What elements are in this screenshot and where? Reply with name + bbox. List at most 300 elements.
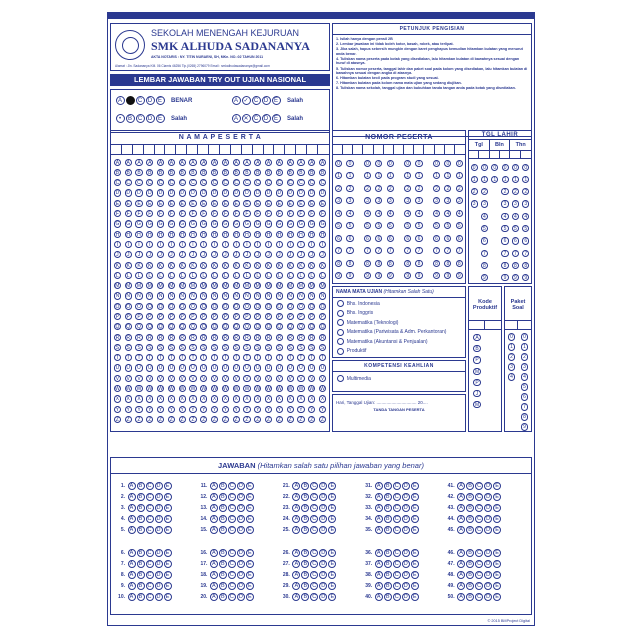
nama-bubble[interactable]: C [212, 180, 217, 187]
nomor-bubble[interactable]: 5 [404, 222, 411, 229]
nama-bubble[interactable]: A [310, 159, 314, 166]
nama-bubble[interactable]: P [310, 314, 314, 320]
nama-bubble[interactable]: E [299, 200, 303, 207]
nama-bubble[interactable]: P [126, 314, 130, 320]
nama-bubble[interactable]: B [126, 169, 130, 176]
answer-bubble[interactable]: D [155, 549, 163, 557]
answer-bubble[interactable]: D [402, 593, 410, 601]
nama-bubble[interactable]: S [266, 344, 271, 351]
nama-bubble[interactable]: F [146, 210, 153, 217]
nomor-bubble[interactable]: 1 [364, 172, 371, 179]
exam-date-field[interactable]: Hari, Tanggal Ujian: ................................ 20.... [336, 400, 428, 405]
nama-bubble[interactable]: E [158, 200, 163, 207]
nama-bubble[interactable]: U [137, 365, 141, 372]
tgl-bubble[interactable]: 4 [481, 213, 488, 220]
nomor-bubble[interactable]: 0 [444, 160, 451, 167]
kode-bubble[interactable]: J [473, 390, 480, 397]
answer-bubble[interactable]: A [292, 482, 300, 490]
nomor-bubble[interactable]: 3 [364, 197, 371, 204]
nama-bubble[interactable]: M [298, 283, 304, 290]
tgl-bubble[interactable]: 6 [481, 237, 488, 244]
answer-bubble[interactable]: C [228, 526, 236, 534]
answer-bubble[interactable]: C [393, 504, 401, 512]
nomor-write-box[interactable] [424, 145, 434, 154]
nama-bubble[interactable]: H [277, 231, 282, 238]
nama-write-box[interactable] [296, 145, 307, 154]
answer-bubble[interactable]: B [301, 560, 309, 568]
nama-bubble[interactable]: E [115, 200, 120, 207]
tgl-write-box[interactable] [510, 151, 520, 158]
answer-bubble[interactable]: A [210, 515, 218, 523]
nama-bubble[interactable]: Y [310, 406, 314, 413]
paket-bubble[interactable]: 2 [521, 353, 528, 360]
nama-bubble[interactable]: W [179, 386, 185, 393]
nama-bubble[interactable]: Z [125, 416, 132, 423]
nama-bubble[interactable]: P [137, 314, 141, 320]
nomor-bubble[interactable]: 1 [456, 172, 463, 179]
nama-bubble[interactable]: U [212, 365, 217, 372]
nama-bubble[interactable]: N [277, 293, 282, 300]
nama-bubble[interactable]: O [115, 303, 120, 310]
nama-bubble[interactable]: O [158, 303, 163, 310]
tgl-write-box[interactable] [521, 151, 531, 158]
answer-bubble[interactable]: C [228, 549, 236, 557]
nama-bubble[interactable]: X [299, 396, 303, 403]
nama-bubble[interactable]: O [245, 303, 249, 310]
answer-bubble[interactable]: A [375, 504, 383, 512]
answer-bubble[interactable]: B [137, 515, 145, 523]
tgl-bubble[interactable]: 1 [491, 176, 498, 183]
answer-bubble[interactable]: D [484, 582, 492, 590]
nama-bubble[interactable]: V [266, 375, 271, 382]
nama-bubble[interactable]: D [180, 190, 184, 197]
answer-bubble[interactable]: B [466, 571, 474, 579]
nomor-bubble[interactable]: 8 [404, 260, 411, 267]
answer-bubble[interactable]: D [402, 493, 410, 501]
answer-bubble[interactable]: B [301, 482, 309, 490]
answer-bubble[interactable]: D [319, 493, 327, 501]
nama-bubble[interactable]: B [137, 169, 141, 176]
nama-bubble[interactable]: U [158, 365, 163, 372]
nama-bubble[interactable]: O [180, 303, 185, 310]
nama-bubble[interactable]: G [255, 221, 260, 228]
paket-bubble[interactable]: 8 [521, 413, 528, 420]
nama-bubble[interactable]: N [245, 293, 249, 300]
nama-bubble[interactable]: T [157, 354, 164, 361]
answer-bubble[interactable]: A [457, 593, 465, 601]
nama-bubble[interactable]: E [266, 200, 271, 207]
answer-bubble[interactable]: D [484, 504, 492, 512]
nama-bubble[interactable]: R [255, 334, 260, 341]
nama-bubble[interactable]: P [115, 314, 120, 320]
nama-bubble[interactable]: Y [288, 406, 292, 413]
nomor-bubble[interactable]: 2 [433, 185, 440, 192]
answer-bubble[interactable]: B [466, 560, 474, 568]
nama-bubble[interactable]: V [223, 375, 228, 382]
answer-bubble[interactable]: E [164, 493, 172, 501]
mata-ujian-radio[interactable] [337, 348, 344, 355]
nama-bubble[interactable]: R [126, 334, 130, 341]
nama-bubble[interactable]: C [299, 180, 303, 187]
nama-bubble[interactable]: L [287, 272, 294, 279]
nama-bubble[interactable]: R [245, 334, 249, 341]
nomor-bubble[interactable]: 0 [335, 160, 342, 167]
answer-bubble[interactable]: E [164, 504, 172, 512]
nama-bubble[interactable]: K [202, 262, 206, 269]
tgl-bubble[interactable]: 0 [522, 164, 529, 171]
tgl-bubble[interactable]: 5 [522, 225, 529, 232]
nama-bubble[interactable]: H [147, 231, 152, 238]
nama-bubble[interactable]: M [320, 283, 325, 290]
nomor-bubble[interactable]: 2 [346, 185, 353, 192]
nomor-write-box[interactable] [374, 145, 384, 154]
nama-bubble[interactable]: T [211, 354, 218, 361]
nama-bubble[interactable]: H [245, 231, 249, 238]
nama-bubble[interactable]: G [298, 221, 303, 228]
nama-bubble[interactable]: A [169, 159, 174, 166]
nama-bubble[interactable]: S [126, 344, 130, 351]
nomor-bubble[interactable]: 4 [456, 210, 463, 217]
nama-bubble[interactable]: M [277, 283, 282, 290]
nomor-bubble[interactable]: 1 [444, 172, 451, 179]
nomor-bubble[interactable]: 5 [375, 222, 382, 229]
nama-bubble[interactable]: H [212, 231, 217, 238]
nomor-bubble[interactable]: 6 [415, 235, 422, 242]
nama-bubble[interactable]: W [287, 386, 293, 393]
answer-bubble[interactable]: E [493, 482, 501, 490]
nomor-bubble[interactable]: 9 [335, 272, 342, 279]
nama-bubble[interactable]: I [308, 241, 315, 248]
answer-bubble[interactable]: B [466, 493, 474, 501]
nama-bubble[interactable]: H [223, 231, 228, 238]
kompetensi-option[interactable] [336, 374, 462, 384]
nama-bubble[interactable]: M [180, 283, 185, 290]
nama-bubble[interactable]: B [234, 169, 238, 176]
nama-bubble[interactable]: T [179, 354, 186, 361]
nama-bubble[interactable]: B [245, 169, 249, 176]
answer-bubble[interactable]: C [475, 493, 483, 501]
tgl-write-box[interactable] [500, 151, 510, 158]
answer-bubble[interactable]: D [319, 571, 327, 579]
nama-bubble[interactable]: X [191, 396, 195, 403]
answer-bubble[interactable]: B [301, 526, 309, 534]
answer-bubble[interactable]: B [219, 560, 227, 568]
tgl-bubble[interactable]: 2 [501, 188, 508, 195]
tgl-bubble[interactable]: 1 [522, 176, 529, 183]
nomor-bubble[interactable]: 2 [444, 185, 451, 192]
nomor-bubble[interactable]: 9 [404, 272, 411, 279]
nama-bubble[interactable]: B [310, 169, 314, 176]
nomor-bubble[interactable]: 1 [375, 172, 382, 179]
nama-bubble[interactable]: W [266, 386, 271, 393]
answer-bubble[interactable]: C [475, 593, 483, 601]
nama-bubble[interactable]: S [180, 344, 184, 351]
nomor-bubble[interactable]: 1 [346, 172, 353, 179]
nama-bubble[interactable]: S [169, 344, 174, 351]
answer-bubble[interactable]: D [237, 526, 245, 534]
nama-bubble[interactable]: A [277, 159, 282, 166]
nama-bubble[interactable]: N [137, 293, 141, 300]
answer-bubble[interactable]: D [237, 493, 245, 501]
nama-bubble[interactable]: P [202, 314, 206, 320]
answer-bubble[interactable]: B [466, 515, 474, 523]
answer-bubble[interactable]: B [301, 571, 309, 579]
nama-bubble[interactable]: Z [211, 416, 218, 423]
answer-bubble[interactable]: D [155, 582, 163, 590]
nama-bubble[interactable]: F [297, 210, 304, 217]
nomor-bubble[interactable]: 9 [387, 272, 394, 279]
answer-bubble[interactable]: C [393, 549, 401, 557]
nama-write-box[interactable] [318, 145, 329, 154]
answer-bubble[interactable]: A [292, 504, 300, 512]
nama-bubble[interactable]: Y [245, 406, 249, 413]
nama-bubble[interactable]: L [222, 272, 229, 279]
nama-bubble[interactable]: E [288, 200, 292, 207]
answer-bubble[interactable]: E [411, 560, 419, 568]
answer-bubble[interactable]: D [402, 560, 410, 568]
nama-bubble[interactable]: B [299, 169, 303, 176]
answer-bubble[interactable]: E [411, 582, 419, 590]
nama-bubble[interactable]: F [135, 210, 142, 217]
nama-bubble[interactable]: M [190, 283, 196, 290]
nama-bubble[interactable]: F [319, 210, 326, 217]
nama-bubble[interactable]: T [146, 354, 153, 361]
nama-bubble[interactable]: I [254, 241, 261, 248]
nama-bubble[interactable]: C [234, 180, 238, 187]
nama-bubble[interactable]: D [277, 190, 282, 197]
nama-write-box[interactable] [242, 145, 253, 154]
nama-bubble[interactable]: H [126, 231, 130, 238]
nomor-bubble[interactable]: 7 [444, 247, 451, 254]
nama-bubble[interactable]: J [254, 251, 261, 258]
nama-write-box[interactable] [264, 145, 275, 154]
nama-bubble[interactable]: F [276, 210, 283, 217]
mata-ujian-option[interactable] [336, 318, 462, 328]
tgl-bubble[interactable]: 7 [501, 250, 508, 257]
nama-bubble[interactable]: C [191, 180, 195, 187]
nama-bubble[interactable]: O [223, 303, 228, 310]
nama-bubble[interactable]: W [309, 386, 315, 393]
nomor-bubble[interactable]: 3 [387, 197, 394, 204]
answer-bubble[interactable]: A [375, 482, 383, 490]
nama-bubble[interactable]: X [256, 396, 260, 403]
nomor-bubble[interactable]: 7 [387, 247, 394, 254]
nomor-bubble[interactable]: 0 [456, 160, 463, 167]
nama-bubble[interactable]: T [254, 354, 261, 361]
nama-write-box[interactable] [274, 145, 285, 154]
nama-bubble[interactable]: T [168, 354, 175, 361]
answer-bubble[interactable]: E [328, 493, 336, 501]
answer-bubble[interactable]: A [128, 571, 136, 579]
tgl-write-box[interactable] [469, 151, 479, 158]
nama-bubble[interactable]: B [148, 169, 152, 176]
nomor-bubble[interactable]: 5 [346, 222, 353, 229]
nama-bubble[interactable]: V [115, 375, 120, 382]
answer-bubble[interactable]: C [146, 526, 154, 534]
nomor-bubble[interactable]: 3 [335, 197, 342, 204]
answer-bubble[interactable]: E [493, 493, 501, 501]
nomor-bubble[interactable]: 9 [456, 272, 463, 279]
nomor-write-box[interactable] [333, 145, 343, 154]
answer-bubble[interactable]: B [137, 493, 145, 501]
nama-bubble[interactable]: O [212, 303, 217, 310]
nama-bubble[interactable]: J [265, 251, 272, 258]
nama-bubble[interactable]: L [243, 272, 250, 279]
answer-bubble[interactable]: E [411, 482, 419, 490]
nomor-bubble[interactable]: 5 [444, 222, 451, 229]
nama-write-box[interactable] [220, 145, 231, 154]
nomor-bubble[interactable]: 9 [444, 272, 451, 279]
nama-bubble[interactable]: K [245, 262, 249, 269]
nama-bubble[interactable]: T [297, 354, 304, 361]
nama-bubble[interactable]: D [169, 190, 174, 197]
nama-bubble[interactable]: W [115, 386, 120, 393]
nomor-bubble[interactable]: 0 [404, 160, 411, 167]
nama-bubble[interactable]: X [169, 396, 174, 403]
nama-bubble[interactable]: H [299, 231, 303, 238]
nama-bubble[interactable]: A [234, 159, 238, 166]
answer-bubble[interactable]: A [292, 515, 300, 523]
nomor-bubble[interactable]: 6 [433, 235, 440, 242]
nama-bubble[interactable]: Y [191, 406, 195, 413]
nama-bubble[interactable]: V [169, 375, 174, 382]
answer-bubble[interactable]: C [146, 493, 154, 501]
nama-bubble[interactable]: A [148, 159, 152, 166]
nama-bubble[interactable]: Y [180, 406, 184, 413]
nama-bubble[interactable]: W [298, 386, 304, 393]
answer-bubble[interactable]: E [164, 526, 172, 534]
tgl-bubble[interactable]: 6 [501, 237, 508, 244]
nomor-bubble[interactable]: 2 [387, 185, 394, 192]
answer-bubble[interactable]: B [384, 571, 392, 579]
answer-bubble[interactable]: A [457, 515, 465, 523]
nomor-write-box[interactable] [343, 145, 353, 154]
nama-bubble[interactable]: S [212, 344, 217, 351]
nama-bubble[interactable]: G [191, 221, 195, 228]
nama-bubble[interactable]: Q [169, 324, 174, 331]
nama-bubble[interactable]: H [115, 231, 120, 238]
nama-bubble[interactable]: I [189, 241, 196, 248]
nama-bubble[interactable]: P [320, 314, 325, 320]
nomor-bubble[interactable]: 4 [415, 210, 422, 217]
nama-bubble[interactable]: W [158, 386, 163, 393]
nama-bubble[interactable]: P [266, 314, 271, 320]
tgl-bubble[interactable]: 6 [512, 237, 519, 244]
nama-bubble[interactable]: W [244, 386, 250, 393]
nama-bubble[interactable]: Z [189, 416, 196, 423]
nama-bubble[interactable]: C [223, 180, 228, 187]
nama-bubble[interactable]: R [309, 334, 314, 341]
answer-bubble[interactable]: C [146, 582, 154, 590]
nama-bubble[interactable]: C [180, 180, 184, 187]
nama-bubble[interactable]: G [126, 221, 131, 228]
nama-bubble[interactable]: C [255, 180, 260, 187]
tgl-bubble[interactable]: 1 [481, 176, 488, 183]
nama-bubble[interactable]: L [211, 272, 218, 279]
nama-bubble[interactable]: R [266, 334, 271, 341]
answer-bubble[interactable]: E [411, 526, 419, 534]
nama-bubble[interactable]: S [158, 344, 163, 351]
nomor-bubble[interactable]: 8 [433, 260, 440, 267]
nama-bubble[interactable]: Q [255, 324, 260, 331]
answer-bubble[interactable]: D [319, 482, 327, 490]
nomor-bubble[interactable]: 8 [456, 260, 463, 267]
paket-bubble[interactable]: 6 [521, 393, 528, 400]
answer-bubble[interactable]: E [164, 549, 172, 557]
mata-ujian-option[interactable] [336, 299, 462, 309]
tgl-bubble[interactable]: 5 [501, 225, 508, 232]
answer-bubble[interactable]: C [475, 482, 483, 490]
nama-bubble[interactable]: P [277, 314, 282, 320]
nama-bubble[interactable]: Z [276, 416, 283, 423]
nama-bubble[interactable]: D [299, 190, 303, 197]
answer-bubble[interactable]: B [219, 582, 227, 590]
tgl-bubble[interactable]: 0 [491, 164, 498, 171]
nama-bubble[interactable]: Z [287, 416, 294, 423]
nama-bubble[interactable]: A [256, 159, 260, 166]
nama-bubble[interactable]: K [299, 262, 303, 269]
nama-bubble[interactable]: F [157, 210, 164, 217]
answer-bubble[interactable]: E [246, 593, 254, 601]
answer-bubble[interactable]: A [210, 560, 218, 568]
nama-bubble[interactable]: B [277, 169, 282, 176]
nama-bubble[interactable]: Y [320, 406, 325, 413]
nomor-bubble[interactable]: 4 [335, 210, 342, 217]
nama-bubble[interactable]: A [299, 159, 303, 166]
answer-bubble[interactable]: E [411, 593, 419, 601]
nama-bubble[interactable]: P [212, 314, 217, 320]
nama-bubble[interactable]: M [309, 283, 314, 290]
nama-bubble[interactable]: Y [158, 406, 163, 413]
nomor-bubble[interactable]: 7 [433, 247, 440, 254]
nama-bubble[interactable]: E [234, 200, 238, 207]
answer-bubble[interactable]: E [493, 526, 501, 534]
nama-write-box[interactable] [198, 145, 209, 154]
nomor-bubble[interactable]: 5 [364, 222, 371, 229]
answer-bubble[interactable]: C [475, 549, 483, 557]
nama-bubble[interactable]: N [309, 293, 314, 300]
answer-bubble[interactable]: C [393, 526, 401, 534]
nomor-bubble[interactable]: 1 [415, 172, 422, 179]
paket-write-box[interactable] [518, 321, 531, 329]
answer-bubble[interactable]: D [155, 515, 163, 523]
nama-bubble[interactable]: L [319, 272, 326, 279]
nama-bubble[interactable]: I [297, 241, 304, 248]
answer-bubble[interactable]: A [292, 549, 300, 557]
nama-bubble[interactable]: H [191, 231, 195, 238]
paket-bubble[interactable]: 3 [521, 363, 528, 370]
answer-bubble[interactable]: B [219, 526, 227, 534]
nama-bubble[interactable]: U [191, 365, 195, 372]
nama-bubble[interactable]: Q [147, 324, 152, 331]
tgl-bubble[interactable]: 1 [512, 176, 519, 183]
nomor-bubble[interactable]: 2 [364, 185, 371, 192]
nama-bubble[interactable]: L [254, 272, 261, 279]
nama-bubble[interactable]: Y [212, 406, 217, 413]
nomor-bubble[interactable]: 8 [387, 260, 394, 267]
nama-bubble[interactable]: Q [298, 324, 303, 331]
answer-bubble[interactable]: C [310, 549, 318, 557]
tgl-bubble[interactable]: 3 [501, 200, 508, 207]
answer-bubble[interactable]: A [375, 560, 383, 568]
answer-bubble[interactable]: E [246, 504, 254, 512]
nama-bubble[interactable]: Q [158, 324, 163, 331]
nomor-bubble[interactable]: 9 [346, 272, 353, 279]
nama-bubble[interactable]: O [234, 303, 239, 310]
nama-bubble[interactable]: Q [223, 324, 228, 331]
nomor-bubble[interactable]: 4 [433, 210, 440, 217]
nama-bubble[interactable]: Y [115, 406, 120, 413]
